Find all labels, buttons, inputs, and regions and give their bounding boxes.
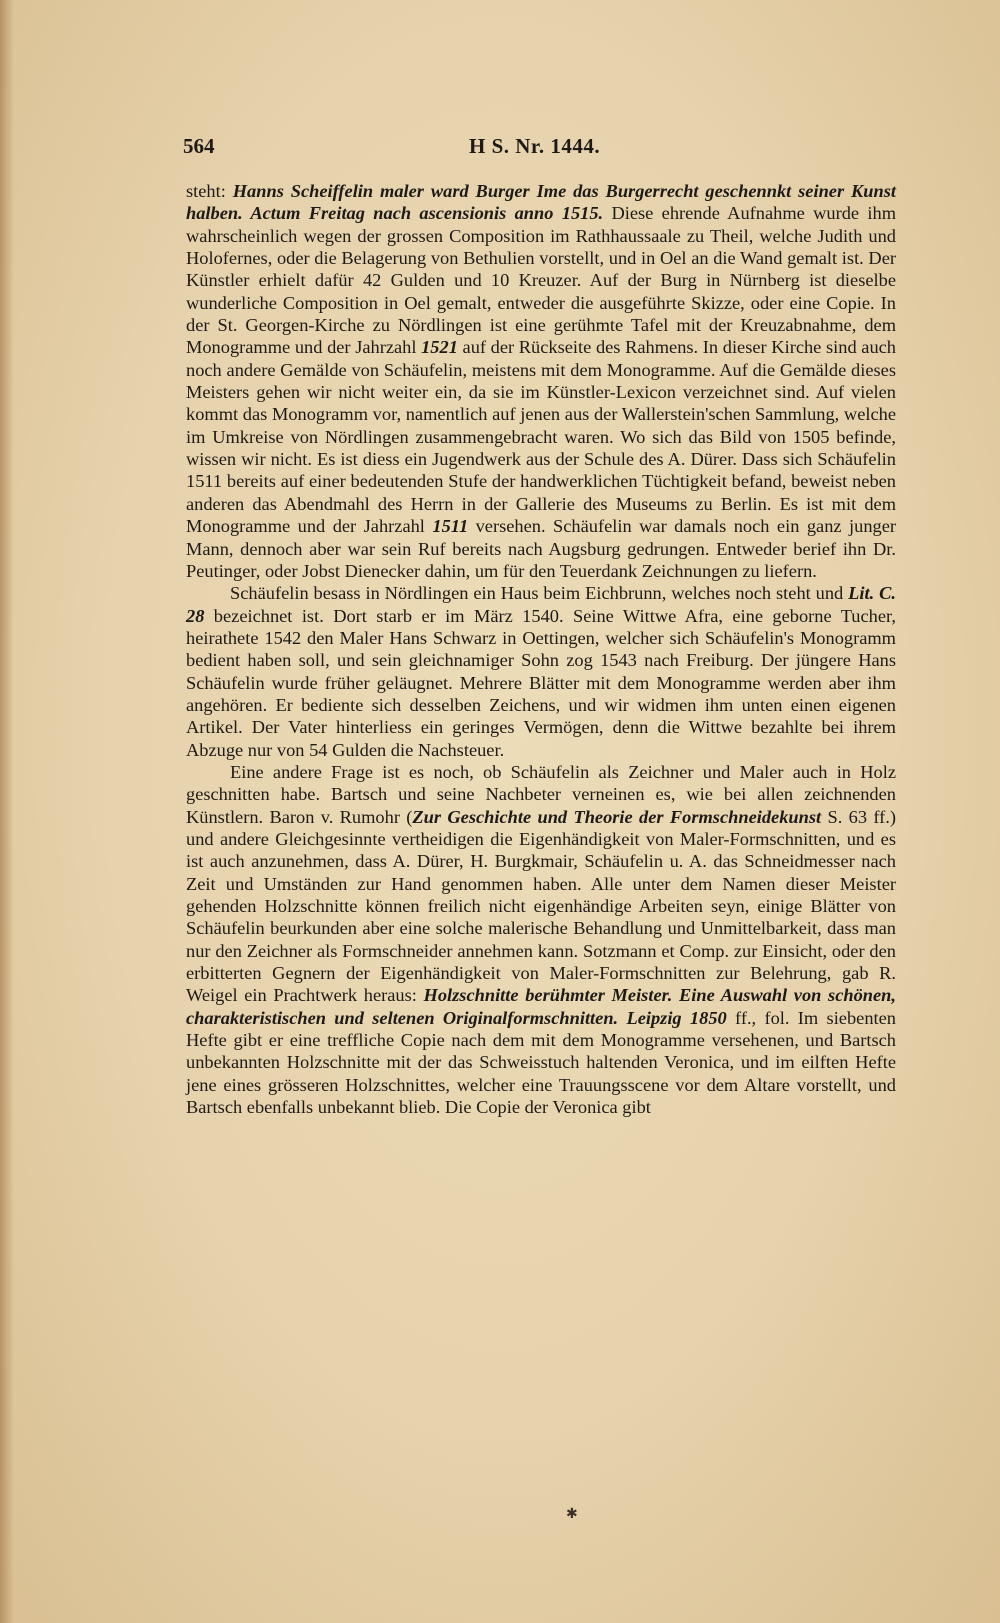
italic-run: 1521: [421, 337, 458, 358]
paragraph: [186, 761, 896, 1119]
italic-run: Lit. C. 28: [186, 583, 896, 626]
text-run: ff., fol. Im siebenten Hefte gibt er eine treffliche Copie nach dem mit dem Monogramme versehenen, und Bartsch unbekannten Holzschnitte mit der das Schweisstuch haltenden Veronica, und im eilften Hefte jene eines grösseren Holzschnittes, welcher eine Trauungsscene vor dem Altare vorstellt, und Bartsch ebenfalls unbekannt blieb. Die Copie der Veronica gibt: [186, 1007, 896, 1118]
italic-run: 1511: [432, 516, 469, 537]
text-run: S. 63 ff.) und andere Gleichgesinnte vertheidigen die Eigenhändigkeit von Maler-Formschnitten, und es ist auch anzunehmen, dass A. Dürer, H. Burgkmair, Schäufelin u. A. das Schneidmesser nach Zeit und Umständen zur Hand genommen haben. Alle unter dem Namen dieser Meister gehenden Holzschnitte können freilich nicht eigenhändige Arbeiten seyn, einige Blätter von Schäufelin beurkunden aber eine solche malerische Behandlung und Unmittelbarkeit, dass man nur den Zeichner als Formschneider annehmen kann. Sotzmann et Comp. zur Einsicht, oder den erbitterten Gegnern der Eigenhändigkeit von Maler-Formschnitten zur Belehrung, gab R. Weigel ein Prachtwerk heraus:: [186, 806, 896, 1006]
paragraph: [186, 582, 896, 761]
italic-run: Zur Geschichte und Theorie der Formschneidekunst: [412, 806, 822, 827]
running-title: H S. Nr. 1444.: [469, 134, 601, 158]
paragraph: [186, 180, 896, 582]
footer-mark: ✱: [566, 1506, 578, 1522]
text-run: Schäufelin besass in Nördlingen ein Haus beim Eichbrunn, welches noch steht und: [230, 583, 849, 604]
running-header: [183, 134, 901, 164]
italic-run: Hanns Scheiffelin maler ward Burger Ime das Burgerrecht geschennkt seiner Kunst halben. Actum Freitag nach ascensionis anno 1515.: [186, 181, 896, 224]
body-text: [186, 180, 896, 1118]
text-run: Eine andere Frage ist es noch, ob Schäufelin als Zeichner und Maler auch in Holz geschnitten habe. Bartsch und seine Nachbeter verneinen es, wie bei allen zeichnenden Künstlern. Baron v. Rumohr (: [186, 761, 896, 827]
page-edge-shadow: [0, 0, 14, 1623]
page-number: 564: [183, 134, 215, 158]
text-run: auf der Rückseite des Rahmens. In dieser Kirche sind auch noch andere Gemälde von Schäufelin, meistens mit dem Monogramme. Auf die Gemälde dieses Meisters gehen wir nicht weiter ein, da sie im Künstler-Lexicon verzeichnet sind. Auf vielen kommt das Monogramm vor, namentlich auf jenen aus der Wallerstein'schen Sammlung, welche im Umkreise von Nördlingen zusammengebracht waren. Wo sich das Bild von 1505 befinde, wissen wir nicht. Es ist diess ein Jugendwerk aus der Schule des A. Dürer. Dass sich Schäufelin 1511 bereits auf einer bedeutenden Stufe der handwerklichen Tüchtigkeit befand, beweist neben anderen das Abendmahl des Herrn in der Gallerie des Museums zu Berlin. Es ist mit dem Monogramme und der Jahrzahl: [186, 337, 896, 537]
text-run: steht:: [186, 181, 233, 201]
italic-run: Holzschnitte berühmter Meister. Eine Auswahl von schönen, charakteristischen und seltenen Originalformschnitten. Leipzig 1850: [186, 985, 896, 1028]
text-run: versehen. Schäufelin war damals noch ein ganz junger Mann, dennoch aber war sein Ruf bereits nach Augsburg gedrungen. Entweder berief ihn Dr. Peutinger, oder Jobst Dienecker dahin, um für den Teuerdank Zeichnungen zu liefern.: [186, 516, 897, 581]
text-run: Diese ehrende Aufnahme wurde ihm wahrscheinlich wegen der grossen Composition im Rathhaussaale zu Theil, welche Judith und Holofernes, oder die Belagerung von Bethulien vorstellt, und in Oel an die Wand gemalt ist. Der Künstler erhielt dafür 42 Gulden und 10 Kreuzer. Auf der Burg in Nürnberg ist dieselbe wunderliche Composition in Oel gemalt, entweder die ausgeführte Skizze, oder eine Copie. In der St. Georgen-Kirche zu Nördlingen ist eine gerühmte Tafel mit der Kreuzabnahme, dem Monogramme und der Jahrzahl: [186, 203, 896, 358]
text-run: bezeichnet ist. Dort starb er im März 1540. Seine Wittwe Afra, eine geborne Tucher, heirathete 1542 den Maler Hans Schwarz in Oettingen, welcher sich Schäufelin's Monogramm bedient haben soll, und sein gleichnamiger Sohn zog 1543 nach Freiburg. Der jüngere Hans Schäufelin wurde früher geläugnet. Mehrere Blätter mit dem Monogramme werden aber ihm angehören. Er bediente sich desselben Zeichens, und wir widmen ihm unten einen eigenen Artikel. Der Vater hinterliess ein geringes Vermögen, denn die Wittwe bezahlte bei ihrem Abzuge nur von 54 Gulden die Nachsteuer.: [186, 605, 896, 760]
